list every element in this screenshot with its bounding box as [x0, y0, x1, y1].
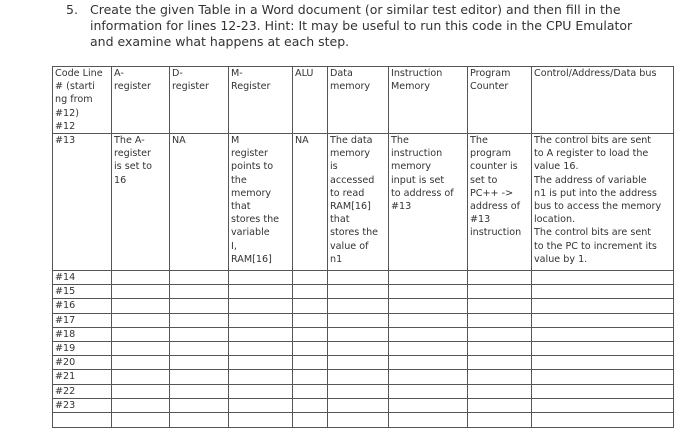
cell-line-number: #21: [53, 370, 112, 384]
empty-cell: [468, 313, 532, 327]
empty-cell: [468, 398, 532, 412]
empty-cell: [229, 299, 293, 313]
header-m-register: M- Register: [229, 67, 293, 134]
empty-cell: [328, 327, 389, 341]
cell-m-register: M register points to the memory that stores the variable I, RAM[16]: [229, 134, 293, 271]
empty-cell: [532, 413, 674, 428]
empty-cell: [229, 342, 293, 356]
cell-data-memory: The data memory is accessed to read RAM[16] that stores the value of n1: [328, 134, 389, 271]
empty-cell: [293, 271, 328, 285]
empty-cell: [170, 413, 229, 428]
empty-cell: [389, 384, 468, 398]
empty-cell: [112, 370, 170, 384]
table-row: [53, 413, 674, 428]
empty-cell: [112, 356, 170, 370]
empty-cell: [170, 285, 229, 299]
cell-control-bus: The control bits are sent to A register to load the value 16. The address of variable n1 is put into the address bus to access the memory location. The control bits are sent to the PC to increment its value by 1.: [532, 134, 674, 271]
cell-code-line: #13: [53, 134, 112, 271]
cell-line-number: #14: [53, 271, 112, 285]
empty-cell: [112, 313, 170, 327]
empty-cell: [328, 413, 389, 428]
question-text: Create the given Table in a Word document (or similar test editor) and then fill in the information for lines 12-23. Hint: It may be useful to run this code in the CPU Emulator and examine what happens at each step.: [90, 2, 633, 49]
header-data-memory: Data memory: [328, 67, 389, 134]
cell-line-number: #16: [53, 299, 112, 313]
empty-cell: [328, 398, 389, 412]
cell-line-number: #20: [53, 356, 112, 370]
empty-cell: [532, 398, 674, 412]
empty-cell: [229, 384, 293, 398]
empty-cell: [532, 313, 674, 327]
empty-cell: [532, 342, 674, 356]
empty-cell: [170, 398, 229, 412]
empty-cell: [328, 271, 389, 285]
cell-program-counter: The program counter is set to PC++ -> address of #13 instruction: [468, 134, 532, 271]
empty-cell: [468, 299, 532, 313]
empty-cell: [532, 299, 674, 313]
empty-cell: [293, 356, 328, 370]
empty-cell: [293, 327, 328, 341]
header-a-register: A- register: [112, 67, 170, 134]
header-alu: ALU: [293, 67, 328, 134]
empty-cell: [389, 271, 468, 285]
cell-instruction-memory: The instruction memory input is set to address of #13: [389, 134, 468, 271]
table-row: [53, 285, 674, 299]
header-control-bus: Control/Address/Data bus: [532, 67, 674, 134]
empty-cell: [170, 313, 229, 327]
cell-line-number: #18: [53, 327, 112, 341]
empty-cell: [293, 299, 328, 313]
empty-cell: [468, 327, 532, 341]
empty-cell: [112, 413, 170, 428]
table-row: [53, 299, 674, 313]
empty-cell: [170, 327, 229, 341]
empty-cell: [468, 342, 532, 356]
table-row: [53, 356, 674, 370]
empty-cell: [389, 327, 468, 341]
empty-cell: [112, 342, 170, 356]
empty-cell: [293, 398, 328, 412]
empty-cell: [229, 370, 293, 384]
cell-d-register: NA: [170, 134, 229, 271]
empty-cell: [170, 384, 229, 398]
cell-line-number: [53, 413, 112, 428]
empty-cell: [293, 384, 328, 398]
empty-cell: [468, 384, 532, 398]
empty-cell: [532, 370, 674, 384]
empty-cell: [170, 299, 229, 313]
cell-line-number: #22: [53, 384, 112, 398]
empty-cell: [229, 413, 293, 428]
empty-cell: [112, 299, 170, 313]
empty-cell: [389, 342, 468, 356]
empty-cell: [293, 370, 328, 384]
cell-alu: NA: [293, 134, 328, 271]
empty-cell: [229, 327, 293, 341]
empty-cell: [170, 356, 229, 370]
empty-cell: [389, 356, 468, 370]
table-row: [53, 313, 674, 327]
empty-cell: [389, 313, 468, 327]
empty-cell: [328, 313, 389, 327]
cell-line-number: #15: [53, 285, 112, 299]
empty-cell: [229, 313, 293, 327]
empty-cell: [170, 342, 229, 356]
empty-cell: [389, 370, 468, 384]
empty-cell: [293, 342, 328, 356]
empty-cell: [328, 384, 389, 398]
header-program-counter: Program Counter: [468, 67, 532, 134]
empty-cell: [532, 384, 674, 398]
empty-cell: [328, 370, 389, 384]
empty-cell: [229, 356, 293, 370]
empty-cell: [229, 285, 293, 299]
empty-cell: [293, 313, 328, 327]
empty-cell: [468, 285, 532, 299]
empty-cell: [328, 299, 389, 313]
empty-cell: [532, 327, 674, 341]
header-d-register: D- register: [170, 67, 229, 134]
register-trace-table: [52, 66, 674, 428]
empty-cell: [293, 413, 328, 428]
empty-cell: [328, 356, 389, 370]
empty-cell: [328, 342, 389, 356]
header-instruction-memory: Instruction Memory: [389, 67, 468, 134]
empty-cell: [389, 285, 468, 299]
header-row: [53, 67, 674, 134]
empty-cell: [170, 271, 229, 285]
empty-cell: [170, 370, 229, 384]
empty-cell: [389, 398, 468, 412]
empty-cell: [532, 356, 674, 370]
cell-line-number: #19: [53, 342, 112, 356]
table-row: [53, 271, 674, 285]
table-row: [53, 398, 674, 412]
empty-cell: [112, 271, 170, 285]
empty-cell: [468, 271, 532, 285]
empty-cell: [112, 285, 170, 299]
empty-cell: [328, 285, 389, 299]
header-code-line: Code Line # (starti ng from #12) #12: [53, 67, 112, 134]
empty-cell: [468, 413, 532, 428]
cell-line-number: #17: [53, 313, 112, 327]
empty-cell: [468, 370, 532, 384]
empty-cell: [229, 398, 293, 412]
empty-cell: [112, 398, 170, 412]
cell-a-register: The A- register is set to 16: [112, 134, 170, 271]
empty-cell: [112, 384, 170, 398]
table-row: [53, 370, 674, 384]
table-row: [53, 327, 674, 341]
empty-cell: [468, 356, 532, 370]
empty-cell: [532, 285, 674, 299]
empty-cell: [389, 413, 468, 428]
table-row: [53, 384, 674, 398]
empty-cell: [229, 271, 293, 285]
question-number: 5.: [66, 2, 78, 17]
empty-cell: [532, 271, 674, 285]
table-row: [53, 342, 674, 356]
empty-cell: [389, 299, 468, 313]
table-row-13: [53, 134, 674, 271]
empty-cell: [112, 327, 170, 341]
empty-cell: [293, 285, 328, 299]
cell-line-number: #23: [53, 398, 112, 412]
